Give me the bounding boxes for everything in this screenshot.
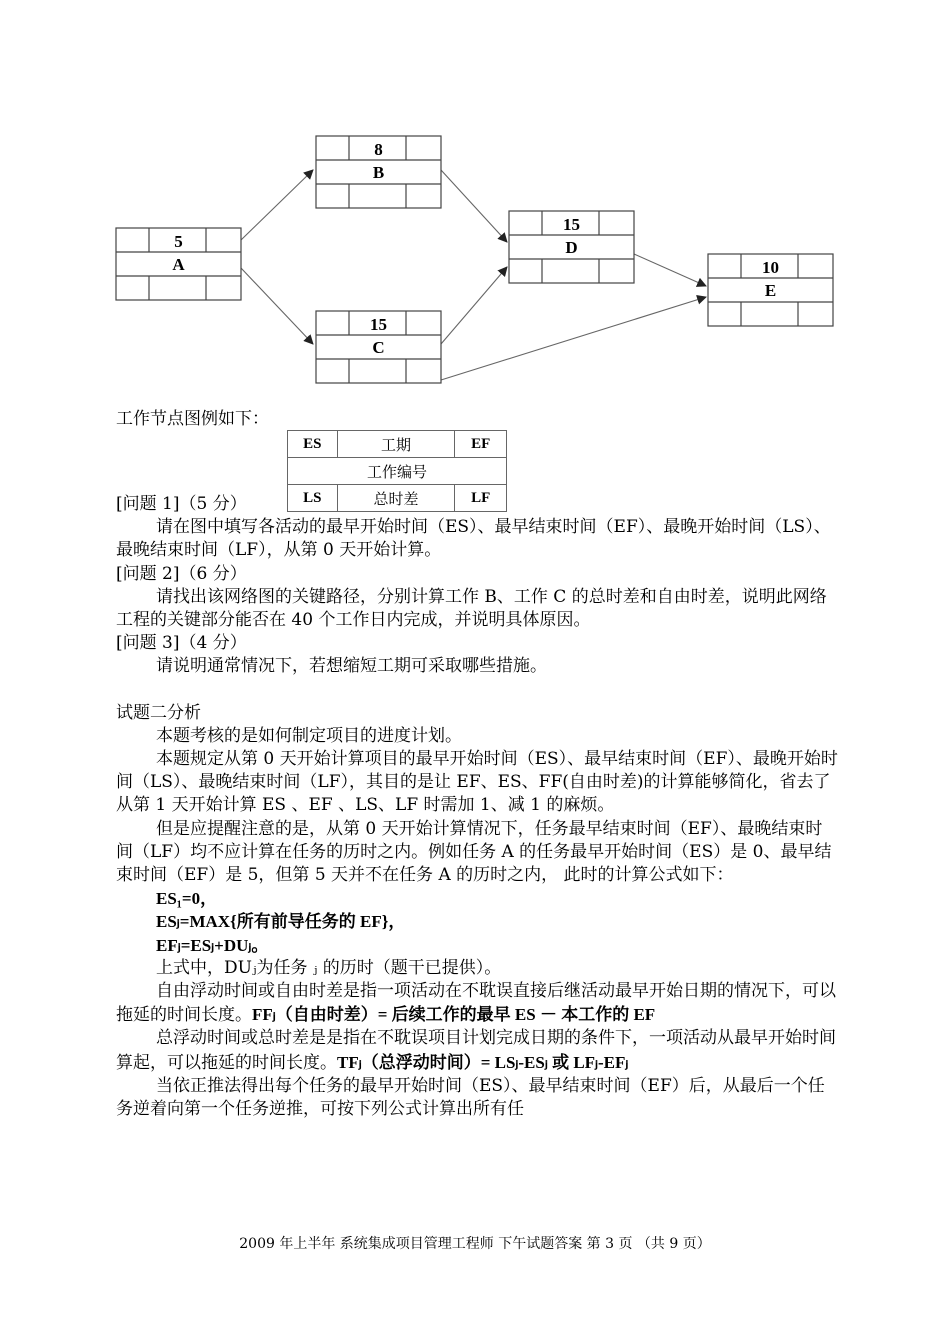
node-id: D [565,238,578,257]
node-duration: 5 [174,232,183,251]
legend-lf: LF [455,485,507,512]
analysis-para-2: 本题规定从第 0 天开始计算项目的最早开始时间（ES）、最早结束时间（EF）、最晚开始时间（LS）、最晚结束时间（LF），其目的是让 EF、ES、FF(自由时差)的计算能够简化，省去了从第 1 天开始计算 ES 、EF 、LS、LF 时需加 1、减 1 的麻烦。 [116,749,838,816]
edge-c-d [441,267,507,344]
analysis-para-4: 上式中，DUⱼ为任务 ⱼ 的历时（题干已提供）。 [156,957,502,978]
edge-c-e [441,297,706,380]
network-diagram [0,0,950,400]
edge-b-d [441,170,507,242]
node-duration: 15 [563,215,580,234]
total-float-formula: TFⱼ（总浮动时间）= LSⱼ-ESⱼ 或 LFⱼ-EFⱼ [337,1052,629,1072]
analysis-title: 试题二分析 [116,702,201,723]
analysis-para-3: 但是应提醒注意的是，从第 0 天开始计算情况下，任务最早结束时间（EF）、最晚结束时间（LF）均不应计算在任务的历时之内。例如任务 A 的任务最早开始时间（ES）是 0、最早结束时间（EF）是 5，但第 5 天并不在任务 A 的历时之内， 此时的计算公式如下： [116,818,832,886]
question-1-text: 请在图中填写各活动的最早开始时间（ES）、最早结束时间（EF）、最晚开始时间（LS）、最晚结束时间（LF），从第 0 天开始计算。 [116,517,831,561]
legend-ls: LS [288,485,338,512]
legend-ef: EF [455,431,507,458]
formula-efj: EFⱼ=ESⱼ+DUⱼ。 [156,935,269,955]
analysis-para-1: 本题考核的是如何制定项目的进度计划。 [156,725,462,746]
edge-d-e [634,254,706,286]
formula-esj: ESⱼ=MAX{所有前导任务的 EF}， [156,912,406,932]
node-id: E [764,281,777,300]
question-3-text: 请说明通常情况下，若想缩短工期可采取哪些措施。 [156,656,547,677]
body-text [116,493,838,1121]
question-3-title: [问题 3]（4 分） [116,633,247,654]
node-e [708,254,833,326]
analysis-para-7: 当依正推法得出每个任务的最早开始时间（ES）、最早结束时间（EF）后，从最后一个任务逆着向第一个任务逆推，可按下列公式计算出所有任 [116,1075,825,1120]
legend-es: ES [288,431,338,458]
legend-duration: 工期 [337,431,455,458]
page-footer: 2009 年上半年 系统集成项目管理工程师 下午试题答案 第 3 页 （共 9 页） [239,1236,711,1252]
free-float-formula: FFⱼ（自由时差）= 后续工作的最早 ES － 本工作的 EF [252,1005,656,1025]
question-1-title: [问题 1]（5 分） [116,494,247,514]
question-2-title: [问题 2]（6 分） [116,563,247,584]
legend-caption: 工作节点图例如下： [116,409,269,429]
node-duration: 10 [762,258,779,277]
legend-work-no: 工作编号 [288,458,507,485]
node-d [509,211,634,283]
node-b [316,136,441,208]
node-c [316,311,441,383]
free-float-definition: 自由浮动时间或自由时差是指一项活动在不耽误直接后继活动最早开始日期的情况下，可以拖延的时间长度。 [116,981,836,1026]
node-duration: 8 [374,140,383,159]
edge-a-c [241,268,313,344]
node-duration: 15 [370,315,387,334]
node-a [116,228,241,300]
formula-es1: ES₁=0， [156,889,218,909]
analysis-para-5 [116,980,838,1027]
question-2-text: 请找出该网络图的关键路径，分别计算工作 B、工作 C 的总时差和自由时差，说明此网络工程的关键部分能否在 40 个工作日内完成，并说明具体原因。 [116,586,827,631]
node-id: A [172,255,185,274]
edge-a-b [241,170,313,240]
node-id: C [372,338,385,357]
legend-total-float: 总时差 [337,485,455,512]
analysis-para-6 [116,1027,838,1074]
total-float-definition: 总浮动时间或总时差是是指在不耽误项目计划完成日期的条件下，一项活动从最早开始时间算起，可以拖延的时间长度。 [116,1028,836,1073]
node-id: B [372,163,385,182]
